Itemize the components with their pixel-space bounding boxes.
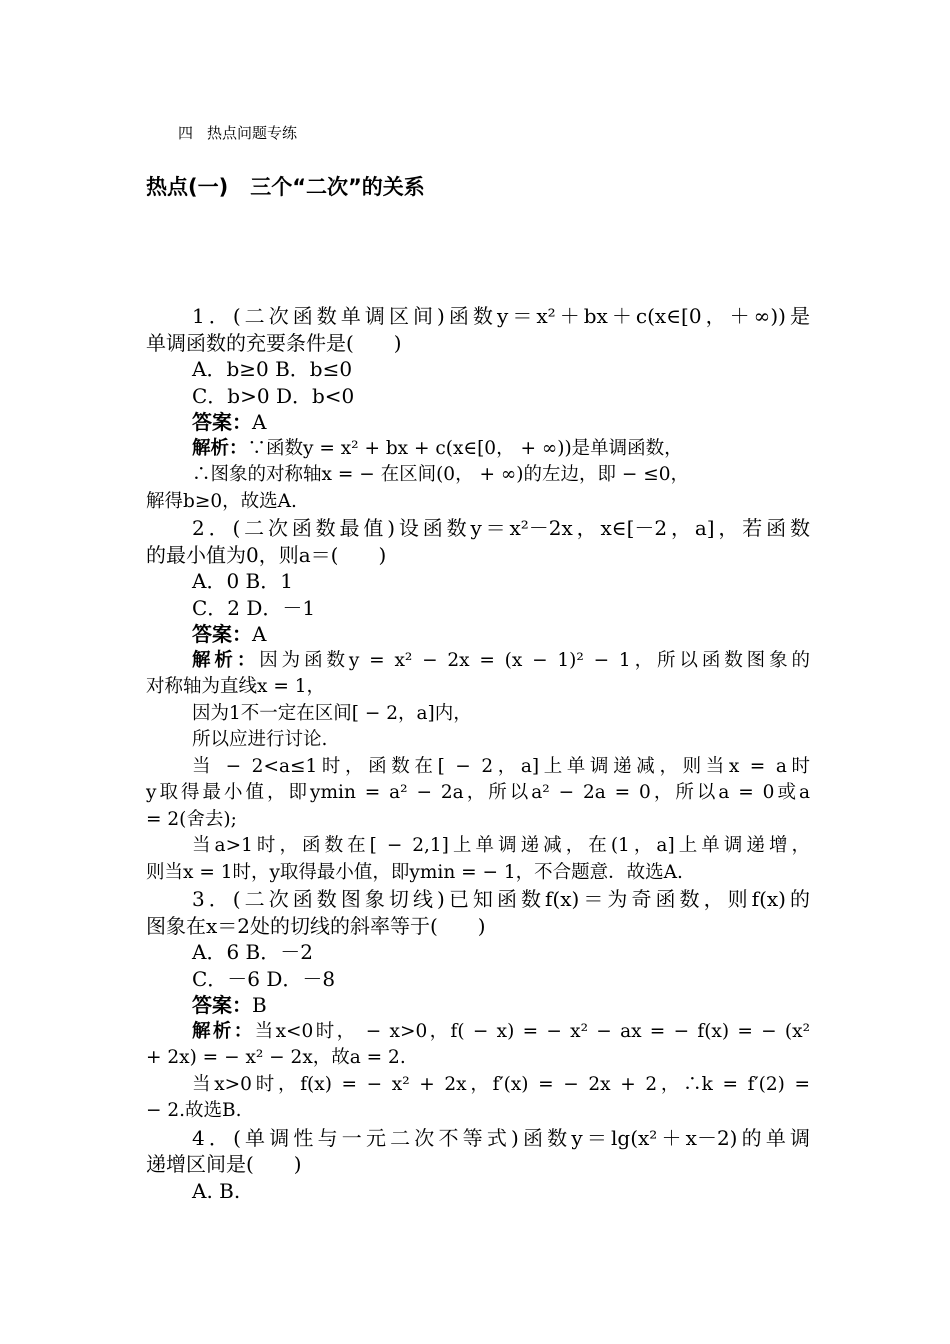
analysis-line: 解得b≥0，故选A. <box>146 490 297 512</box>
option-line: A．0 B．1 <box>192 569 293 593</box>
option-line: C．2 D．－1 <box>192 595 316 620</box>
section-number: 四 <box>178 124 194 142</box>
text-line: 2．(二次函数最值)设函数y＝x²－2x，x∈[－2，a]，若函数 <box>192 516 810 540</box>
answer-line: 答案：A <box>192 622 267 646</box>
analysis-line: 则当x = 1时，y取得最小值，即ymin = − 1，不合题意．故选A. <box>146 861 683 883</box>
text-line: 3．(二次函数图象切线)已知函数f(x)＝为奇函数，则f(x)的 <box>192 887 810 911</box>
answer-line: 答案：B <box>192 993 267 1017</box>
text-line: 单调函数的充要条件是( ) <box>146 330 402 355</box>
analysis-line: 对称轴为直线x = 1， <box>146 676 325 697</box>
analysis-line: 因为1不一定在区间[ − 2，a]内， <box>192 702 472 724</box>
analysis-line: y取得最小值，即ymin = a² − 2a，所以a² − 2a = 0，所以a = 0或a <box>146 782 810 803</box>
option-line: C．－6 D．－8 <box>192 966 336 991</box>
analysis-line: 当x>0时，f(x) = − x² + 2x，f′(x) = − 2x + 2，∴k = f′(2) = <box>192 1073 810 1095</box>
analysis-line: + 2x) = − x² − 2x，故a = 2. <box>146 1047 406 1068</box>
line-label: 解析： <box>192 437 248 459</box>
section-title: 热点问题专练 <box>207 124 298 142</box>
analysis-line: 解析：当x<0时， − x>0，f( − x) = − x² − ax = − f(x) = − (x² <box>192 1020 810 1042</box>
analysis-line: = 2(舍去); <box>146 808 237 830</box>
text-line: 1．(二次函数单调区间)函数y＝x²＋bx＋c(x∈[0，＋∞))是 <box>192 304 810 328</box>
option-line: A．b≥0 B．b≤0 <box>192 357 353 381</box>
analysis-line: 解析：因为函数y = x² − 2x = (x − 1)² − 1，所以函数图象的 <box>192 649 810 671</box>
title-part-1: 热点(一) <box>146 175 229 199</box>
analysis-line: 所以应进行讨论. <box>192 729 328 750</box>
line-label: 解析： <box>192 1020 255 1042</box>
text-line: 图象在x＝2处的切线的斜率等于( ) <box>146 913 486 938</box>
option-line: C．b>0 D．b<0 <box>192 383 355 408</box>
option-line: A．6 B．－2 <box>192 940 313 964</box>
line-label: 答案： <box>192 410 252 434</box>
text-line: 递增区间是( ) <box>146 1152 302 1176</box>
line-label: 答案： <box>192 993 252 1017</box>
analysis-line: 当 − 2<a≤1时，函数在[ − 2，a]上单调递减，则当x = a时 <box>192 755 810 777</box>
option-line: A. B. <box>192 1178 241 1203</box>
text-line: 的最小值为0，则a＝( ) <box>146 542 387 567</box>
answer-line: 答案：A <box>192 410 267 434</box>
line-label: 解析： <box>192 649 260 671</box>
section-header <box>178 122 297 143</box>
analysis-line: 解析：∵函数y = x² + bx + c(x∈[0， + ∞))是单调函数， <box>192 437 683 459</box>
analysis-line: 当a>1时，函数在[ − 2,1]上单调递减，在(1，a]上单调递增， <box>192 835 810 856</box>
title-part-2: 三个“二次”的关系 <box>250 175 425 199</box>
analysis-line: − 2.故选B. <box>146 1100 242 1121</box>
analysis-line: ∴图象的对称轴x = − 在区间(0， + ∞)的左边，即 − ≤0， <box>192 464 689 485</box>
document-body <box>146 303 810 1204</box>
line-label: 答案： <box>192 622 252 646</box>
text-line: 4．(单调性与一元二次不等式)函数y＝lg(x²＋x－2)的单调 <box>192 1125 810 1150</box>
page-title <box>146 171 425 201</box>
